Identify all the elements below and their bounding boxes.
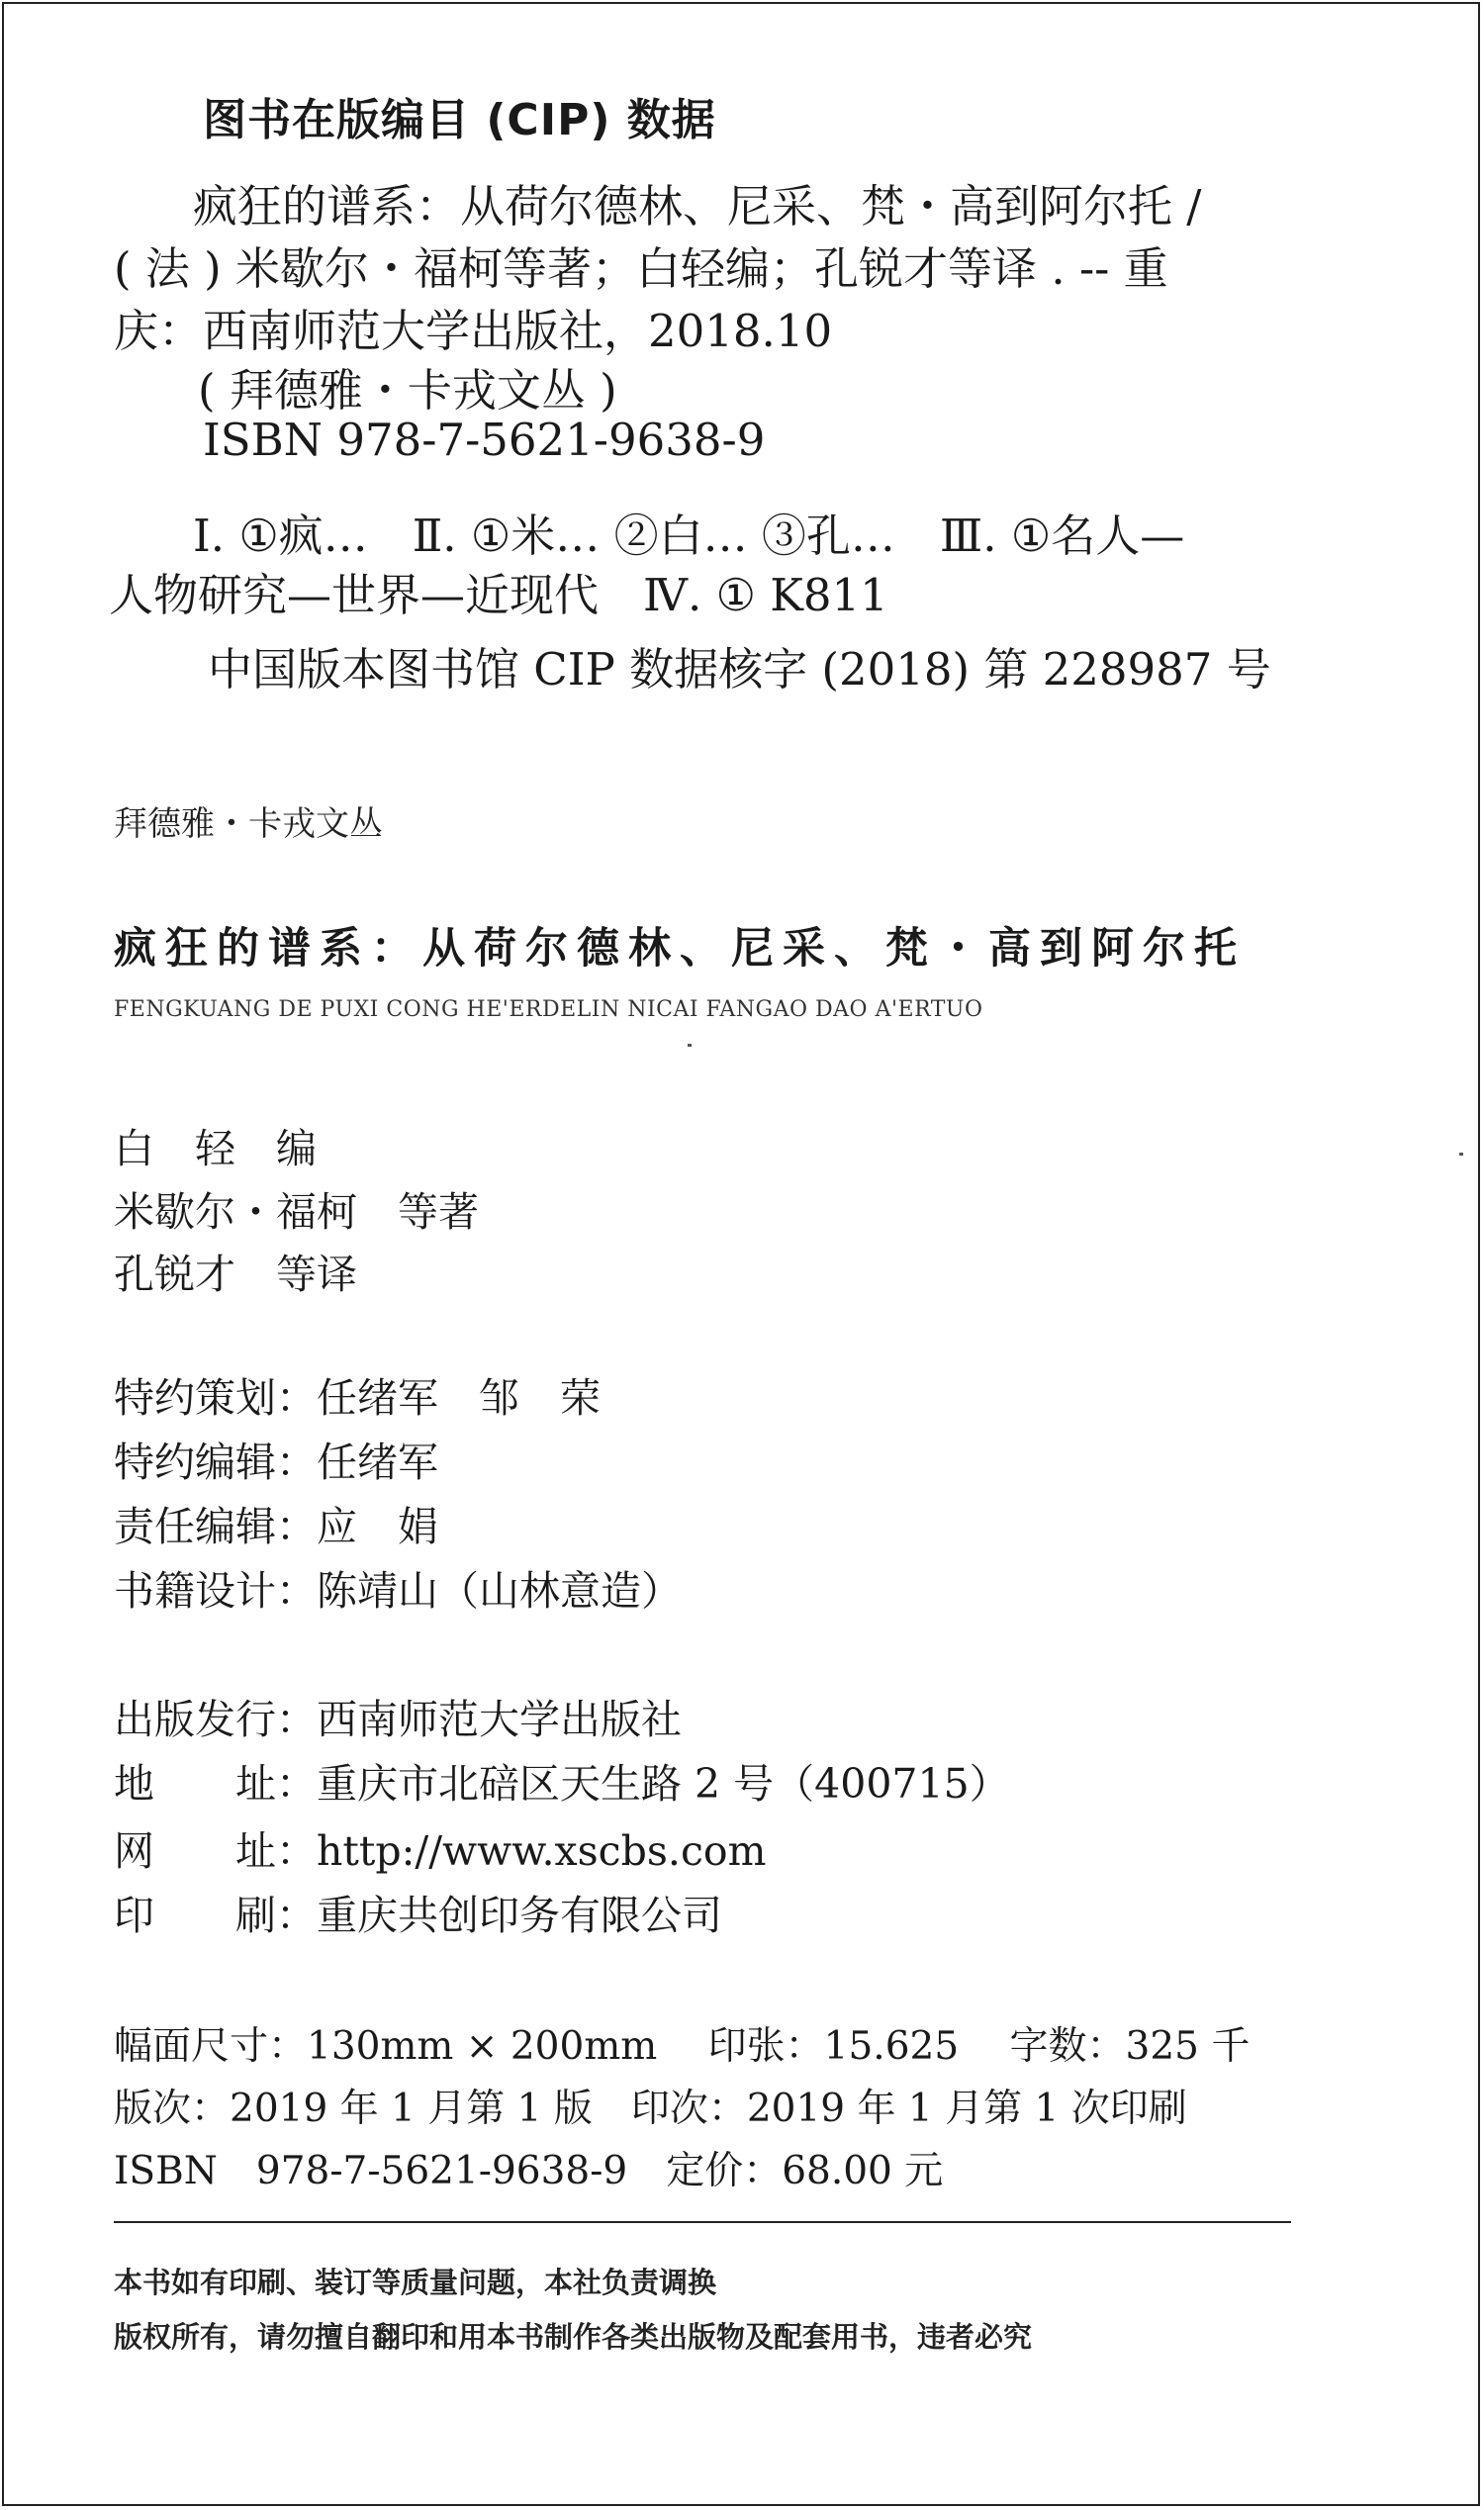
printer-line: 印 刷：重庆共创印务有限公司 <box>114 1892 722 1939</box>
cip-line: 庆：西南师范大学出版社，2018.10 <box>114 305 833 357</box>
cip-line: ( 拜德雅・卡戎文丛 ) <box>198 364 617 417</box>
isbn-price-line: ISBN 978-7-5621-9638-9 定价：68.00 元 <box>114 2149 944 2193</box>
cip-line: 人物研究—世界—近现代 Ⅳ. ① K811 <box>109 569 888 621</box>
print-speck <box>688 1044 692 1047</box>
editor-credit: 白 轻 编 <box>114 1125 317 1172</box>
cip-line: 疯狂的谱系：从荷尔德林、尼采、梵・高到阿尔托 / <box>193 180 1202 232</box>
quality-notice: 本书如有印刷、装订等质量问题，本社负责调换 <box>114 2266 717 2299</box>
book-title: 疯狂的谱系：从荷尔德林、尼采、梵・高到阿尔托 <box>114 924 1246 974</box>
print-speck <box>1459 1153 1463 1156</box>
copyright-notice: 版权所有，请勿擅自翻印和用本书制作各类出版物及配套用书，违者必究 <box>114 2320 1033 2354</box>
series-name: 拜德雅・卡戎文丛 <box>114 804 383 844</box>
cip-line: ( 法 ) 米歇尔・福柯等著；白轻编；孔锐才等译 . -- 重 <box>114 242 1168 295</box>
cip-line: Ⅰ. ①疯… Ⅱ. ①米… ②白… ③孔… Ⅲ. ①名人— <box>193 510 1185 562</box>
divider-rule <box>114 2221 1291 2223</box>
book-title-pinyin: FENGKUANG DE PUXI CONG HE'ERDELIN NICAI FANGAO DAO A'ERTUO <box>114 997 983 1022</box>
staff-line: 特约策划：任绪军 邹 荣 <box>114 1374 601 1422</box>
cip-line: 中国版本图书馆 CIP 数据核字 (2018) 第 228987 号 <box>208 643 1271 696</box>
cip-heading: 图书在版编目 (CIP) 数据 <box>203 95 716 145</box>
format-line: 幅面尺寸：130mm × 200mm 印张：15.625 字数：325 千 <box>114 2024 1251 2069</box>
website-line: 网 址：http://www.xscbs.com <box>114 1827 767 1875</box>
staff-line: 特约编辑：任绪军 <box>114 1439 438 1486</box>
publisher-line: 出版发行：西南师范大学出版社 <box>114 1696 682 1743</box>
address-line: 地 址：重庆市北碚区天生路 2 号（400715） <box>114 1760 1010 1808</box>
edition-line: 版次：2019 年 1 月第 1 版 印次：2019 年 1 月第 1 次印刷 <box>114 2087 1187 2131</box>
author-credit: 米歇尔・福柯 等著 <box>114 1188 479 1236</box>
translator-credit: 孔锐才 等译 <box>114 1251 357 1298</box>
staff-line: 责任编辑：应 娟 <box>114 1503 438 1550</box>
staff-line: 书籍设计：陈靖山（山林意造） <box>114 1567 682 1615</box>
cip-line: ISBN 978-7-5621-9638-9 <box>203 414 766 466</box>
